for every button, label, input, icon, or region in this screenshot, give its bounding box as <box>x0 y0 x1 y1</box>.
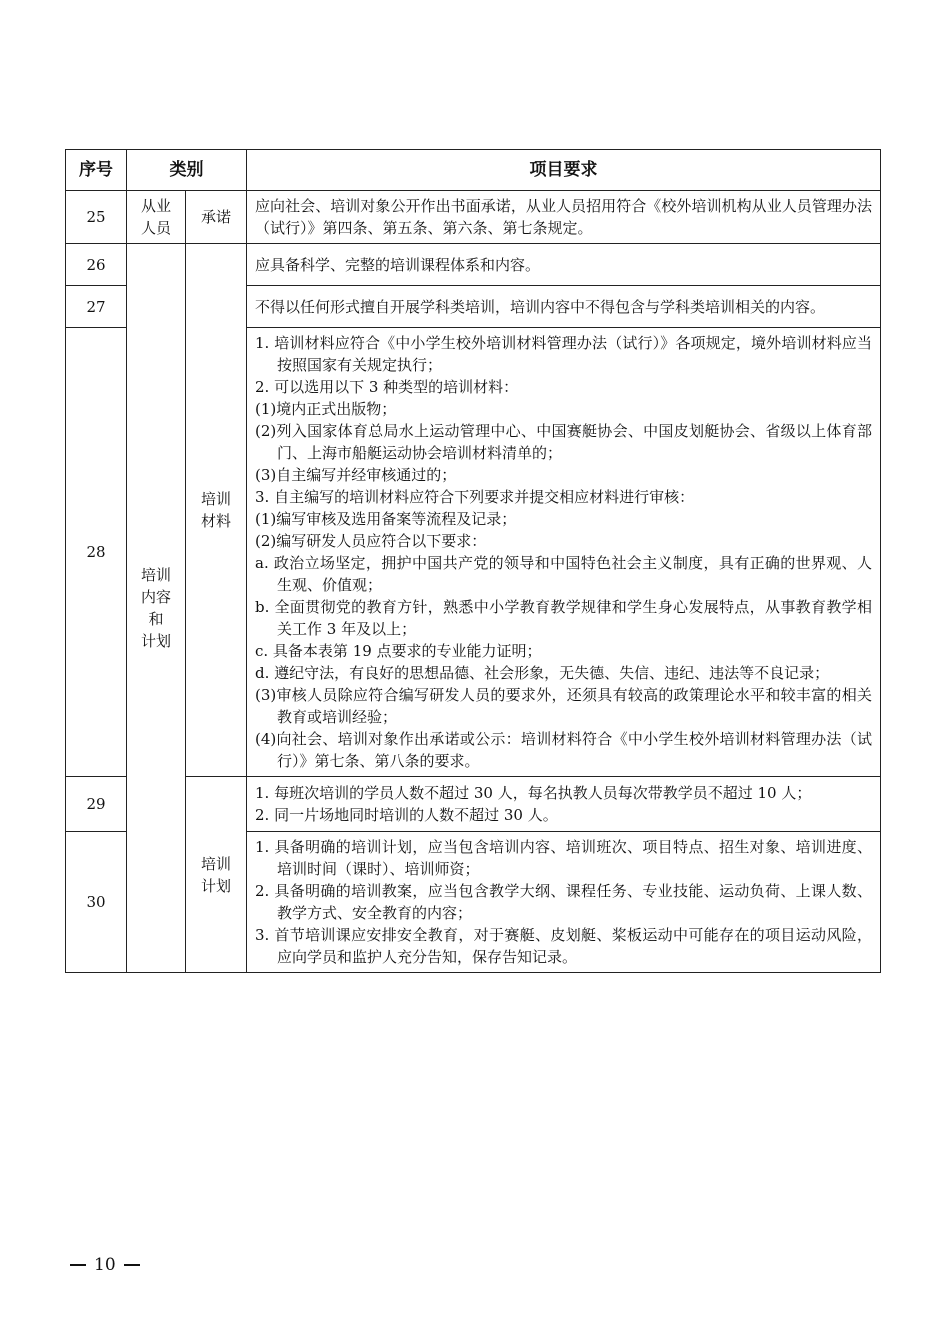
header-category: 类别 <box>127 150 247 191</box>
row-number: 29 <box>66 777 127 832</box>
page-footer <box>70 1255 140 1275</box>
header-requirement: 项目要求 <box>247 150 881 191</box>
category-main: 培训 内容 和 计划 <box>127 244 186 973</box>
requirement-text <box>247 191 881 244</box>
requirement-text <box>247 777 881 832</box>
requirement-line: 2. 同一片场地同时培训的人数不超过 30 人。 <box>255 806 558 824</box>
row-number: 27 <box>66 286 127 328</box>
requirement-line: 1. 每班次培训的学员人数不超过 30 人，每名执教人员每次带教学员不超过 10 人； <box>255 784 812 802</box>
footer-dash-right <box>124 1264 140 1266</box>
requirement-line: (3)审核人员除应符合编写研发人员的要求外，还须具有较高的政策理论水平和较丰富的相关教育或培训经验； <box>255 686 872 726</box>
requirements-table <box>65 149 881 973</box>
row-number: 25 <box>66 191 127 244</box>
requirement-line: (2)编写研发人员应符合以下要求： <box>255 532 487 550</box>
requirement-line: d. 遵纪守法，有良好的思想品德、社会形象，无失德、失信、违纪、违法等不良记录； <box>255 664 830 682</box>
requirement-line: 3. 自主编写的培训材料应符合下列要求并提交相应材料进行审核： <box>255 488 695 506</box>
category-main: 从业 人员 <box>127 191 186 244</box>
requirement-line: 2. 可以选用以下 3 种类型的培训材料： <box>255 378 519 396</box>
header-num: 序号 <box>66 150 127 191</box>
requirement-text <box>247 832 881 973</box>
requirement-line: 应具备科学、完整的培训课程体系和内容。 <box>255 255 541 274</box>
requirement-line: a. 政治立场坚定，拥护中国共产党的领导和中国特色社会主义制度，具有正确的世界观、人生观、价值观； <box>255 554 872 594</box>
requirement-line: 应向社会、培训对象公开作出书面承诺，从业人员招用符合《校外培训机构从业人员管理办法（试行）》第四条、第五条、第六条、第七条规定。 <box>255 197 872 237</box>
row-number: 26 <box>66 244 127 286</box>
requirement-line: 1. 具备明确的培训计划，应当包含培训内容、培训班次、项目特点、招生对象、培训进度、培训时间（课时）、培训师资； <box>255 838 872 878</box>
row-number: 28 <box>66 328 127 777</box>
table-row-25 <box>66 191 881 244</box>
table-header-row <box>66 150 881 191</box>
row-number: 30 <box>66 832 127 973</box>
category-sub: 培训 计划 <box>186 777 247 973</box>
page-number: 10 <box>94 1255 116 1275</box>
requirement-line: c. 具备本表第 19 点要求的专业能力证明； <box>255 642 542 660</box>
requirement-line: 2. 具备明确的培训教案，应当包含教学大纲、课程任务、专业技能、运动负荷、上课人数、教学方式、安全教育的内容； <box>255 882 872 922</box>
requirement-text <box>247 328 881 777</box>
requirement-line: b. 全面贯彻党的教育方针，熟悉中小学教育教学规律和学生身心发展特点，从事教育教学相关工作 3 年及以上； <box>255 598 872 638</box>
requirement-line: 1. 培训材料应符合《中小学生校外培训材料管理办法（试行）》各项规定，境外培训材料应当按照国家有关规定执行； <box>255 334 872 374</box>
requirements-table-wrapper <box>65 149 880 973</box>
requirement-line: (1)编写审核及选用备案等流程及记录； <box>255 510 517 528</box>
requirement-line: 3. 首节培训课应安排安全教育，对于赛艇、皮划艇、桨板运动中可能存在的项目运动风险，应向学员和监护人充分告知，保存告知记录。 <box>255 926 872 966</box>
category-sub: 培训 材料 <box>186 244 247 777</box>
requirement-line: 不得以任何形式擅自开展学科类培训，培训内容中不得包含与学科类培训相关的内容。 <box>255 297 826 316</box>
footer-dash-left <box>70 1264 86 1266</box>
category-sub: 承诺 <box>186 191 247 244</box>
requirement-text <box>247 244 881 286</box>
table-row-29 <box>66 777 881 832</box>
requirement-line: (1)境内正式出版物； <box>255 400 397 418</box>
requirement-line: (2)列入国家体育总局水上运动管理中心、中国赛艇协会、中国皮划艇协会、省级以上体育部门、上海市船艇运动协会培训材料清单的； <box>255 422 872 462</box>
requirement-line: (3)自主编写并经审核通过的； <box>255 466 457 484</box>
table-row-26 <box>66 244 881 286</box>
requirement-text <box>247 286 881 328</box>
requirement-line: (4)向社会、培训对象作出承诺或公示：培训材料符合《中小学生校外培训材料管理办法（试行）》第七条、第八条的要求。 <box>255 730 872 770</box>
